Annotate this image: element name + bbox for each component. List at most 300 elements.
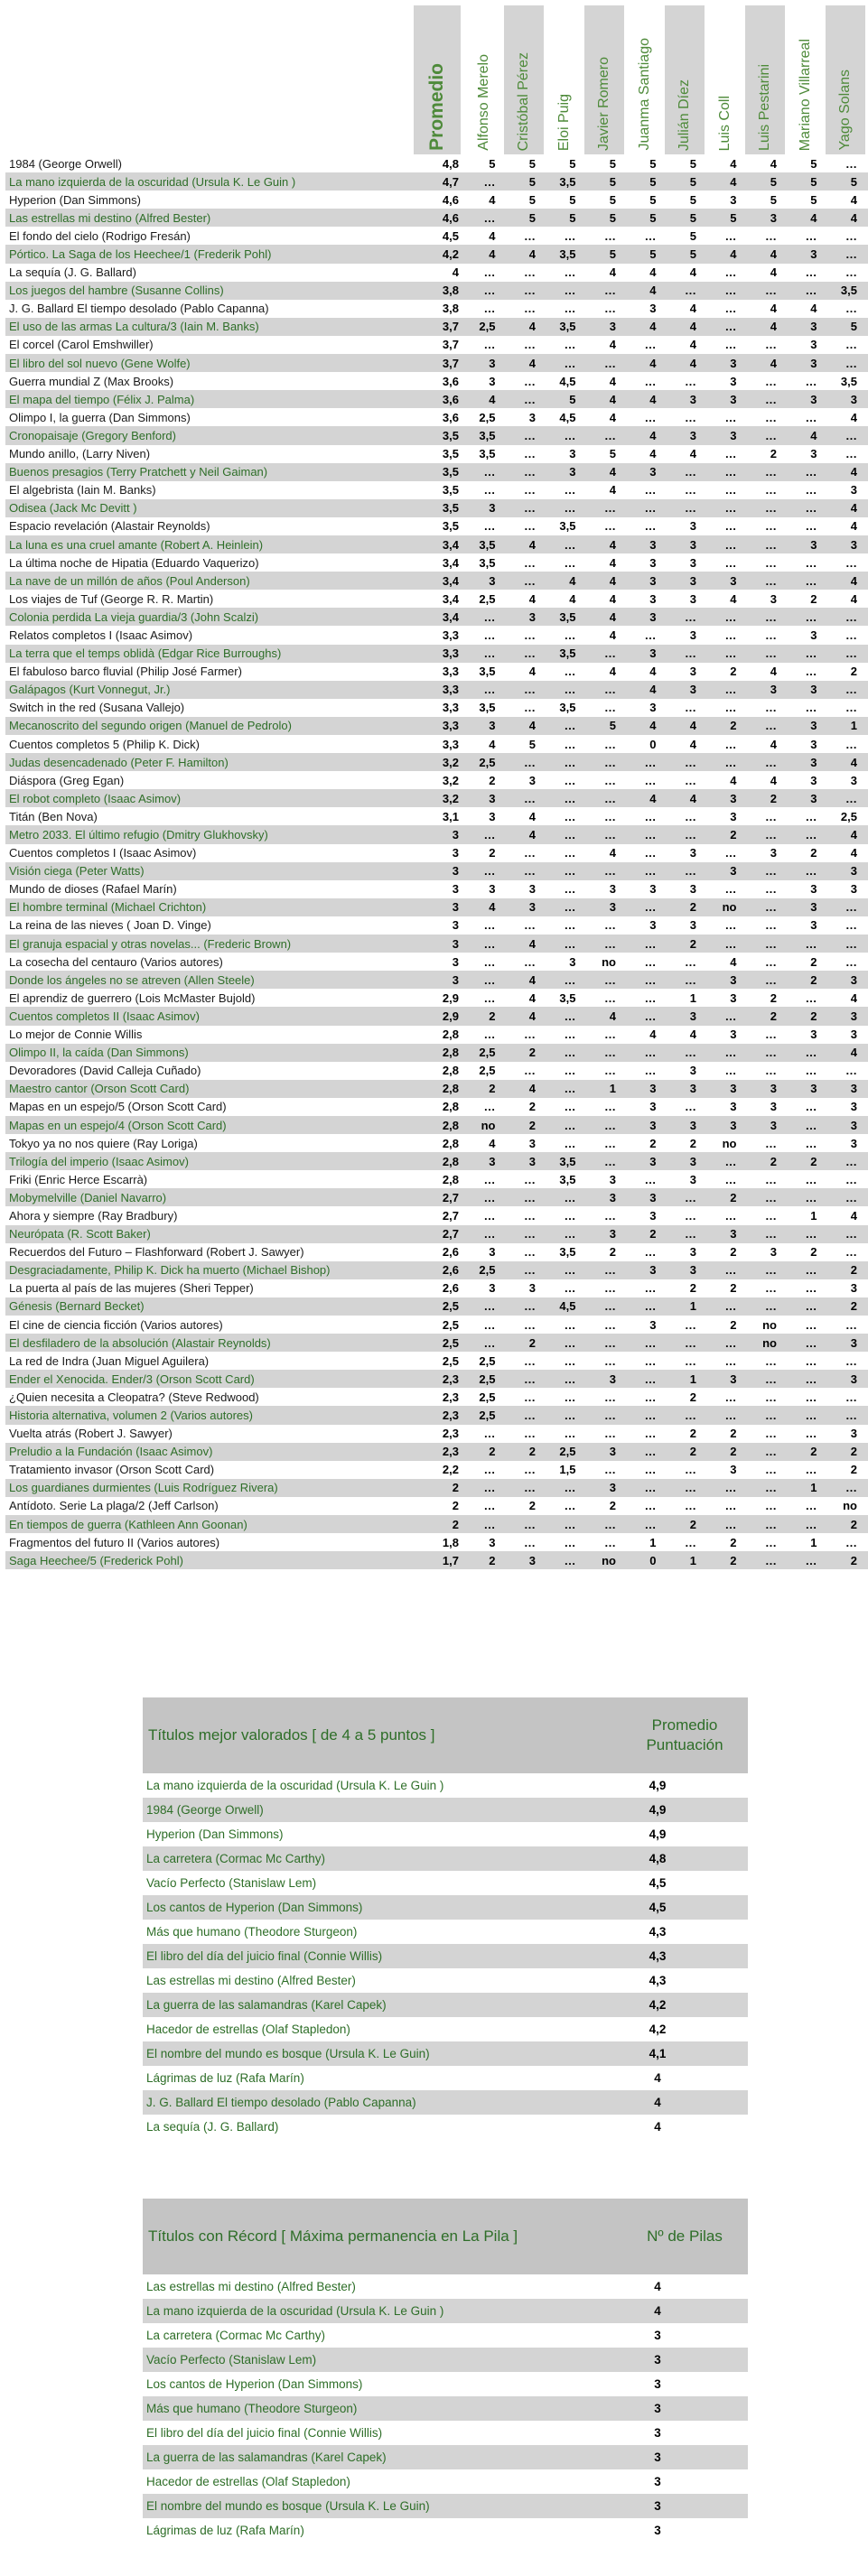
table-row [5, 1007, 868, 1025]
book-title: El fabuloso barco fluvial (Philip José Farmer) [9, 665, 242, 679]
reviewer-score: … [604, 284, 616, 298]
reviewer-score: 3,5 [479, 555, 496, 570]
reviewer-score: … [765, 1535, 777, 1549]
table-row [5, 264, 868, 282]
table-row [5, 154, 868, 172]
book-title: El corcel (Carol Emshwiller) [9, 338, 154, 352]
reviewer-score: … [564, 555, 576, 570]
reviewer-score: 4 [528, 972, 536, 987]
list-item [143, 1871, 748, 1895]
reviewer-score: … [845, 1353, 857, 1368]
book-title: Mecanoscrito del segundo origen (Manuel de Pedrolo) [9, 719, 292, 733]
reviewer-score: … [805, 1499, 817, 1513]
reviewer-score: … [564, 773, 576, 787]
reviewer-score: 3 [609, 1227, 616, 1242]
reviewer-score: 2 [730, 1245, 737, 1260]
reviewer-score: 4 [609, 555, 616, 570]
reviewer-score: … [724, 628, 737, 642]
reviewer-score: 3 [730, 1082, 737, 1096]
reviewer-score: … [483, 284, 496, 298]
book-title: Las estrellas mi destino (Alfred Bester) [146, 1974, 356, 1987]
reviewer-score: … [765, 1481, 777, 1495]
reviewer-score: … [644, 1046, 657, 1060]
reviewer-score: 4 [528, 936, 536, 951]
reviewer-score: … [524, 1208, 536, 1223]
value: 3 [654, 2329, 661, 2342]
reviewer-score: 2,5 [479, 591, 496, 606]
reviewer-score: … [604, 990, 616, 1005]
reviewer-score: 3 [730, 573, 737, 588]
list-item [143, 2396, 748, 2421]
table-row [5, 699, 868, 717]
reviewer-score: … [604, 737, 616, 751]
list-item [143, 1944, 748, 1968]
reviewer-score: … [564, 1281, 576, 1296]
reviewer-score: 2 [850, 1445, 857, 1459]
reviewer-score: … [644, 990, 657, 1005]
average-score: 3,3 [442, 665, 459, 679]
average-score: 3,3 [442, 719, 459, 733]
average-score: 2,8 [442, 1028, 459, 1042]
reviewer-score: 2 [770, 990, 777, 1005]
reviewer-score: … [564, 1190, 576, 1204]
value: 4,9 [649, 1827, 667, 1841]
reviewer-score: … [685, 1463, 696, 1477]
reviewer-score: 1 [689, 1553, 696, 1567]
reviewer-score: … [765, 719, 777, 733]
reviewer-score: 4 [649, 447, 657, 461]
average-score: 4 [452, 265, 459, 280]
column-header [504, 5, 544, 154]
table-row [5, 1370, 868, 1388]
reviewer-score: 3 [689, 628, 696, 642]
book-title: Relatos completos I (Isaac Asimov) [9, 628, 193, 642]
record-value-header: Nº de Pilas [647, 2227, 723, 2245]
reviewer-score: 4 [649, 791, 657, 805]
reviewer-score: … [604, 1409, 616, 1423]
reviewer-score: 4 [770, 156, 777, 171]
reviewer-score: … [483, 628, 496, 642]
reviewer-score: 2 [489, 1553, 496, 1567]
average-score: 2,8 [442, 1064, 459, 1078]
reviewer-score: … [805, 573, 817, 588]
reviewer-score: … [644, 338, 657, 352]
reviewer-score: 2 [489, 1009, 496, 1023]
reviewer-score: 4 [730, 174, 737, 189]
table-row [5, 517, 868, 535]
book-title: Mundo anillo, (Larry Niven) [9, 447, 151, 461]
reviewer-score: 4 [649, 320, 657, 334]
reviewer-score: 3 [810, 447, 817, 461]
reviewer-score: … [685, 284, 696, 298]
reviewer-score: 4 [489, 228, 496, 243]
book-title: Historia alternativa, volumen 2 (Varios autores) [9, 1409, 253, 1423]
reviewer-score: … [765, 809, 777, 823]
table-row [5, 608, 868, 626]
reviewer-score: … [564, 483, 576, 498]
reviewer-score: 5 [850, 320, 857, 334]
book-title: La última noche de Hipatia (Eduardo Vaquerizo) [9, 555, 259, 570]
reviewer-score: 3,5 [559, 1154, 576, 1168]
reviewer-score: … [564, 1499, 576, 1513]
reviewer-score: … [765, 1299, 777, 1314]
reviewer-score: 4 [649, 683, 657, 697]
reviewer-score: … [564, 1028, 576, 1042]
reviewer-score: … [483, 483, 496, 498]
top-rated-header [143, 1697, 748, 1773]
reviewer-score: … [685, 1353, 696, 1368]
reviewer-score: … [644, 755, 657, 769]
book-title: El fondo del cielo (Rodrigo Fresán) [9, 228, 191, 243]
reviewer-score: 2 [730, 665, 737, 679]
column-header-label: Juanma Santiago [637, 38, 652, 151]
reviewer-score: … [604, 1535, 616, 1549]
reviewer-score: 2 [689, 1390, 696, 1404]
table-row [5, 336, 868, 354]
reviewer-score: 4 [689, 320, 696, 334]
reviewer-score: 3 [689, 846, 696, 860]
reviewer-score: … [604, 501, 616, 516]
table-row [5, 1080, 868, 1098]
reviewer-score: … [483, 1481, 496, 1495]
reviewer-score: 2 [489, 773, 496, 787]
reviewer-score: … [724, 1299, 737, 1314]
reviewer-score: 4 [489, 192, 496, 207]
table-row [5, 880, 868, 898]
book-title: Olimpo I, la guerra (Dan Simmons) [9, 410, 191, 424]
reviewer-score: 3 [850, 1028, 857, 1042]
reviewer-score: 2 [810, 1154, 817, 1168]
average-score: 4,8 [442, 156, 459, 171]
reviewer-score: … [845, 900, 857, 915]
reviewer-score: … [845, 1245, 857, 1260]
book-title: Recuerdos del Futuro – Flashforward (Robert J. Sawyer) [9, 1245, 304, 1260]
reviewer-score: 2 [528, 1445, 536, 1459]
reviewer-score: 3 [770, 591, 777, 606]
reviewer-score: … [765, 1499, 777, 1513]
reviewer-score: 3,5 [479, 447, 496, 461]
reviewer-score: 2 [528, 1499, 536, 1513]
reviewer-score: … [724, 882, 737, 897]
book-title: Hacedor de estrellas (Olaf Stapledon) [146, 2475, 350, 2488]
average-score: 2,3 [442, 1372, 459, 1386]
reviewer-score: … [805, 864, 817, 879]
reviewer-score: … [564, 338, 576, 352]
reviewer-score: … [483, 1028, 496, 1042]
reviewer-score: 3 [689, 882, 696, 897]
reviewer-score: … [724, 483, 737, 498]
table-row [5, 862, 868, 880]
reviewer-score: 4 [528, 809, 536, 823]
reviewer-score: 5 [649, 192, 657, 207]
top-rated-title: Títulos mejor valorados [ de 4 a 5 puntos ] [148, 1726, 435, 1744]
reviewer-score: 3 [489, 356, 496, 370]
reviewer-score: … [765, 410, 777, 424]
reviewer-score: 2,5 [479, 1263, 496, 1278]
reviewer-score: … [765, 555, 777, 570]
value: 3 [654, 2353, 661, 2367]
reviewer-score: 4 [569, 573, 576, 588]
reviewer-score: … [805, 990, 817, 1005]
average-score: 2,2 [442, 1463, 459, 1477]
average-score: 4,6 [442, 210, 459, 225]
reviewer-score: … [604, 1064, 616, 1078]
reviewer-score: 3 [730, 791, 737, 805]
reviewer-score: … [685, 701, 696, 715]
reviewer-score: 3 [569, 465, 576, 479]
reviewer-score: 3 [609, 1190, 616, 1204]
reviewer-score: … [604, 1281, 616, 1296]
reviewer-score: 2 [850, 1263, 857, 1278]
table-row [5, 935, 868, 953]
reviewer-score: 3,5 [559, 990, 576, 1005]
average-score: 3,6 [442, 392, 459, 406]
reviewer-score: … [524, 1227, 536, 1242]
reviewer-score: 5 [649, 174, 657, 189]
book-title: Mapas en un espejo/4 (Orson Scott Card) [9, 1118, 227, 1132]
reviewer-score: … [564, 665, 576, 679]
reviewer-score: 3 [689, 591, 696, 606]
reviewer-score: 3 [689, 918, 696, 933]
reviewer-score: 4 [730, 156, 737, 171]
reviewer-score: … [765, 228, 777, 243]
reviewer-score: 5 [609, 210, 616, 225]
reviewer-score: 2 [730, 1445, 737, 1459]
book-title: La nave de un millón de años (Poul Anderson) [9, 573, 250, 588]
reviewer-score: … [765, 1517, 777, 1531]
reviewer-score: 5 [689, 210, 696, 225]
average-score: 3,5 [442, 483, 459, 498]
value: 3 [654, 2524, 661, 2537]
reviewer-score: 3 [730, 809, 737, 823]
book-title: Génesis (Bernard Becket) [9, 1299, 145, 1314]
reviewer-score: 4 [850, 1046, 857, 1060]
column-header-label: Mariano Villarreal [798, 38, 813, 151]
reviewer-score: 4 [850, 1208, 857, 1223]
reviewer-score: … [644, 1445, 657, 1459]
column-header [786, 5, 826, 154]
reviewer-score: … [805, 1353, 817, 1368]
reviewer-score: 4 [609, 665, 616, 679]
record-table [143, 2199, 748, 2543]
reviewer-score: … [604, 356, 616, 370]
table-row [5, 717, 868, 735]
reviewer-score: … [724, 1481, 737, 1495]
table-row [5, 463, 868, 481]
reviewer-score: … [644, 1299, 657, 1314]
reviewer-score: … [483, 990, 496, 1005]
column-header-label: Cristóbal Pérez [516, 51, 531, 151]
reviewer-score: 3 [850, 1281, 857, 1296]
reviewer-score: 2 [730, 1190, 737, 1204]
reviewer-score: 3,5 [559, 1172, 576, 1186]
reviewer-score: 4 [689, 302, 696, 316]
list-item [143, 1993, 748, 2017]
average-score: 2,7 [442, 1208, 459, 1223]
reviewer-score: 2 [528, 1118, 536, 1132]
top-rated-table [143, 1697, 748, 2139]
average-score: 3,6 [442, 374, 459, 388]
average-score: 3,1 [442, 809, 459, 823]
average-score: 2,8 [442, 1082, 459, 1096]
reviewer-score: … [564, 1390, 576, 1404]
reviewer-score: … [644, 773, 657, 787]
reviewer-score: 3 [689, 428, 696, 442]
reviewer-score: 4,5 [559, 410, 576, 424]
reviewer-score: 4 [528, 665, 536, 679]
reviewer-score: … [805, 936, 817, 951]
book-title: Los juegos del hambre (Susanne Collins) [9, 284, 224, 298]
average-score: 2,5 [442, 1335, 459, 1350]
reviewer-score: … [524, 374, 536, 388]
average-score: 1,7 [442, 1553, 459, 1567]
reviewer-score: 3 [770, 846, 777, 860]
reviewer-score: … [644, 954, 657, 969]
reviewer-score: 4 [489, 392, 496, 406]
book-title: El libro del día del juicio final (Connie Willis) [146, 2426, 383, 2440]
average-score: 2 [452, 1517, 459, 1531]
average-score: 2,8 [442, 1118, 459, 1132]
book-title: La red de Indra (Juan Miguel Aguilera) [9, 1353, 210, 1368]
table-row [5, 572, 868, 590]
reviewer-score: … [524, 701, 536, 715]
reviewer-score: 4 [850, 846, 857, 860]
reviewer-score: … [845, 1154, 857, 1168]
reviewer-score: 5 [569, 210, 576, 225]
list-item [143, 2445, 748, 2469]
reviewer-score: 4 [609, 846, 616, 860]
reviewer-score: 2 [730, 828, 737, 842]
reviewer-score: … [524, 228, 536, 243]
reviewer-score: 5 [609, 174, 616, 189]
reviewer-score: 3 [850, 1009, 857, 1023]
reviewer-score: … [483, 864, 496, 879]
column-header-label: Promedio [426, 63, 447, 151]
reviewer-score: … [524, 1463, 536, 1477]
book-title: La carretera (Cormac Mc Carthy) [146, 1852, 326, 1865]
reviewer-score: … [564, 1372, 576, 1386]
record-header [143, 2199, 748, 2274]
reviewer-score: … [604, 1463, 616, 1477]
reviewer-score: 4 [609, 609, 616, 624]
top-rated-rows [143, 1773, 748, 2139]
reviewer-score: … [724, 1172, 737, 1186]
column-header [745, 5, 785, 154]
book-title: Metro 2033. El último refugio (Dmitry Glukhovsky) [9, 828, 268, 842]
reviewer-score: 3 [689, 665, 696, 679]
reviewer-score: … [724, 338, 737, 352]
reviewer-score: … [644, 864, 657, 879]
average-score: 2,5 [442, 1299, 459, 1314]
reviewer-score: 3 [810, 628, 817, 642]
reviewer-score: … [483, 519, 496, 534]
reviewer-score: 2 [850, 665, 857, 679]
reviewer-score: … [564, 1227, 576, 1242]
average-score: 3 [452, 936, 459, 951]
reviewer-score: … [524, 1517, 536, 1531]
reviewer-score: 3 [528, 1154, 536, 1168]
reviewer-score: … [765, 374, 777, 388]
list-item [143, 2518, 748, 2543]
reviewer-score: … [564, 501, 576, 516]
book-title: Friki (Enric Herce Escarrà) [9, 1172, 148, 1186]
average-score: 2,9 [442, 990, 459, 1005]
book-title: El robot completo (Isaac Asimov) [9, 791, 182, 805]
book-title: La mano izquierda de la oscuridad (Ursula K. Le Guin ) [9, 174, 296, 189]
reviewer-score: … [845, 683, 857, 697]
book-title: Neurópata (R. Scott Baker) [9, 1227, 151, 1242]
table-row [5, 1116, 868, 1134]
value: 4,1 [649, 2047, 667, 2060]
reviewer-score: … [524, 954, 536, 969]
reviewer-score: … [724, 1009, 737, 1023]
table-row [5, 1479, 868, 1497]
reviewer-score: … [644, 410, 657, 424]
average-score: 4,5 [442, 228, 459, 243]
reviewer-score: 2 [528, 1046, 536, 1060]
reviewer-score: 5 [609, 247, 616, 262]
column-header [464, 5, 504, 154]
reviewer-score: 3 [689, 519, 696, 534]
reviewer-score: 3 [609, 320, 616, 334]
reviewer-score: … [483, 936, 496, 951]
reviewer-score: 2 [609, 1245, 616, 1260]
reviewer-score: … [765, 1409, 777, 1423]
reviewer-score: 0 [649, 1553, 657, 1567]
book-title: La carretera (Cormac Mc Carthy) [146, 2329, 326, 2342]
book-title: El granuja espacial y otras novelas... (Frederic Brown) [9, 936, 292, 951]
reviewer-score: … [805, 374, 817, 388]
reviewer-score: 2 [689, 1427, 696, 1441]
reviewer-score: … [524, 791, 536, 805]
reviewer-score: … [805, 1427, 817, 1441]
reviewer-score: 4 [689, 719, 696, 733]
reviewer-score: no [602, 1553, 616, 1567]
ratings-table [5, 5, 868, 1569]
table-row [5, 553, 868, 572]
book-title: El cine de ciencia ficción (Varios autores) [9, 1317, 223, 1332]
reviewer-score: … [564, 1317, 576, 1332]
reviewer-score: … [685, 1190, 696, 1204]
reviewer-score: 2,5 [479, 1390, 496, 1404]
reviewer-score: 3 [649, 591, 657, 606]
reviewer-score: … [765, 519, 777, 534]
average-score: 3,5 [442, 428, 459, 442]
reviewer-score: … [644, 1353, 657, 1368]
column-header [584, 5, 624, 154]
reviewer-score: 5 [528, 174, 536, 189]
reviewer-score: … [564, 1136, 576, 1150]
reviewer-score: … [644, 828, 657, 842]
reviewer-score: … [805, 1172, 817, 1186]
reviewer-score: … [564, 1118, 576, 1132]
table-row [5, 191, 868, 209]
reviewer-score: … [765, 428, 777, 442]
reviewer-score: 3 [689, 683, 696, 697]
reviewer-score: … [564, 1009, 576, 1023]
reviewer-score: … [845, 628, 857, 642]
reviewer-score: 4 [689, 791, 696, 805]
table-row [5, 1188, 868, 1206]
average-score: 3,4 [442, 537, 459, 552]
reviewer-score: … [483, 210, 496, 225]
reviewer-score: … [524, 465, 536, 479]
reviewer-score: 4 [850, 192, 857, 207]
value: 4,3 [649, 1949, 667, 1963]
reviewer-score: 4 [770, 265, 777, 280]
reviewer-score: … [724, 1499, 737, 1513]
reviewer-score: … [524, 1245, 536, 1260]
